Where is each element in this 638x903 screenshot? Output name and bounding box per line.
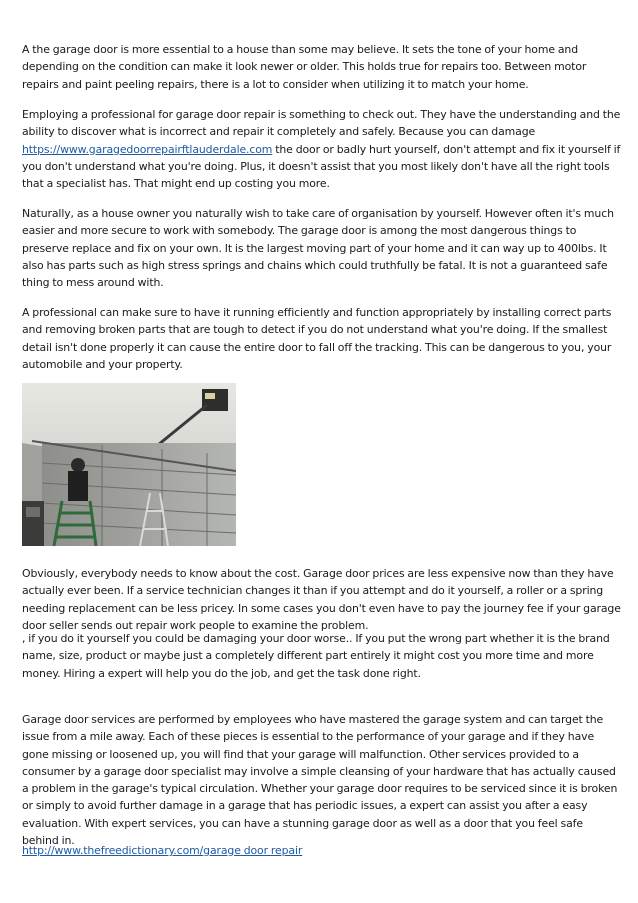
paragraph-diy-risk: , if you do it yourself you could be damaging your door worse.. If you put the wrong part whether it is the brand name, size, product or maybe just a completely different part entirely it might cost you more time and more money. Hiring a expert will help you do the job, and get the task done right.	[22, 632, 610, 680]
paragraph-intro: A the garage door is more essential to a house than some may believe. It sets the tone of your home and depending on the condition can make it look newer or older. This holds true for repairs too. Between motor repairs and paint peeling repairs, there is a lot to consider when utilizing it to match your home.	[22, 43, 587, 91]
paragraph-proper-install: A professional can make sure to have it running efficiently and function appropriately by installing correct parts and removing broken parts that are tough to detect if you do not understand what you're doing. If the smallest detail isn't done properly it can cause the entire door to fall off the tracking. This can be dangerous to you, your automobile and your property.	[22, 306, 612, 371]
paragraph-safety: Naturally, as a house owner you naturally wish to take care of organisation by yourself. However often it's much easier and more secure to work with somebody. The garage door is among the most dangerous things to preserve replace and fix on your own. It is the largest moving part of your home and it can way up to 400lbs. It also has parts such as high stress springs and chains which could truthfully be fatal. It is not a guaranteed safe thing to mess around with.	[22, 207, 614, 290]
repair-site-link[interactable]: https://www.garagedoorrepairftlauderdale.com	[22, 142, 273, 156]
paragraph-cost: Obviously, everybody needs to know about the cost. Garage door prices are less expensive now than they have actually ever been. If a service technician changes it than if you attempt and do it yourself, a roller or a spring needing replacement can be less pricey. In some cases you don't even have to pay the journey fee if your garage door seller sends out repair work people to examine the problem.	[22, 567, 621, 632]
paragraph-hire-professional	[22, 106, 622, 192]
paragraph-text: Employing a professional for garage door repair is something to check out. They have the understanding and the ability to discover what is incorrect and repair it completely and safely. Because you can damage	[22, 108, 621, 139]
footer-link-paragraph	[22, 842, 622, 859]
paragraph-services: Garage door services are performed by employees who have mastered the garage system and can target the issue from a mile away. Each of these pieces is essential to the performance of your garage and if they have gone missing or loosened up, you will find that your garage will malfunction. Other services provided to a consumer by a garage door specialist may involve a simple cleansing of your hardware that has actually caused a problem in the garage's typical circulation. Whether your garage door requires to be serviced since it is broken or simply to avoid further damage in a garage that has periodic issues, a expert can assist you after a easy evaluation. With expert services, you can have a stunning garage door as well as a door that you feel safe behind in.	[22, 713, 618, 848]
garage-door-repair-photo	[22, 383, 236, 546]
paragraph-text: the door or badly hurt yourself, don't attempt and fix it yourself if you don't understand what you're doing. Plus, it doesn't assist that you most likely don't have all the right tools that a specialist has. That might end up costing you more.	[22, 142, 621, 191]
dictionary-link[interactable]: http://www.thefreedictionary.com/garage door repair	[22, 844, 303, 857]
